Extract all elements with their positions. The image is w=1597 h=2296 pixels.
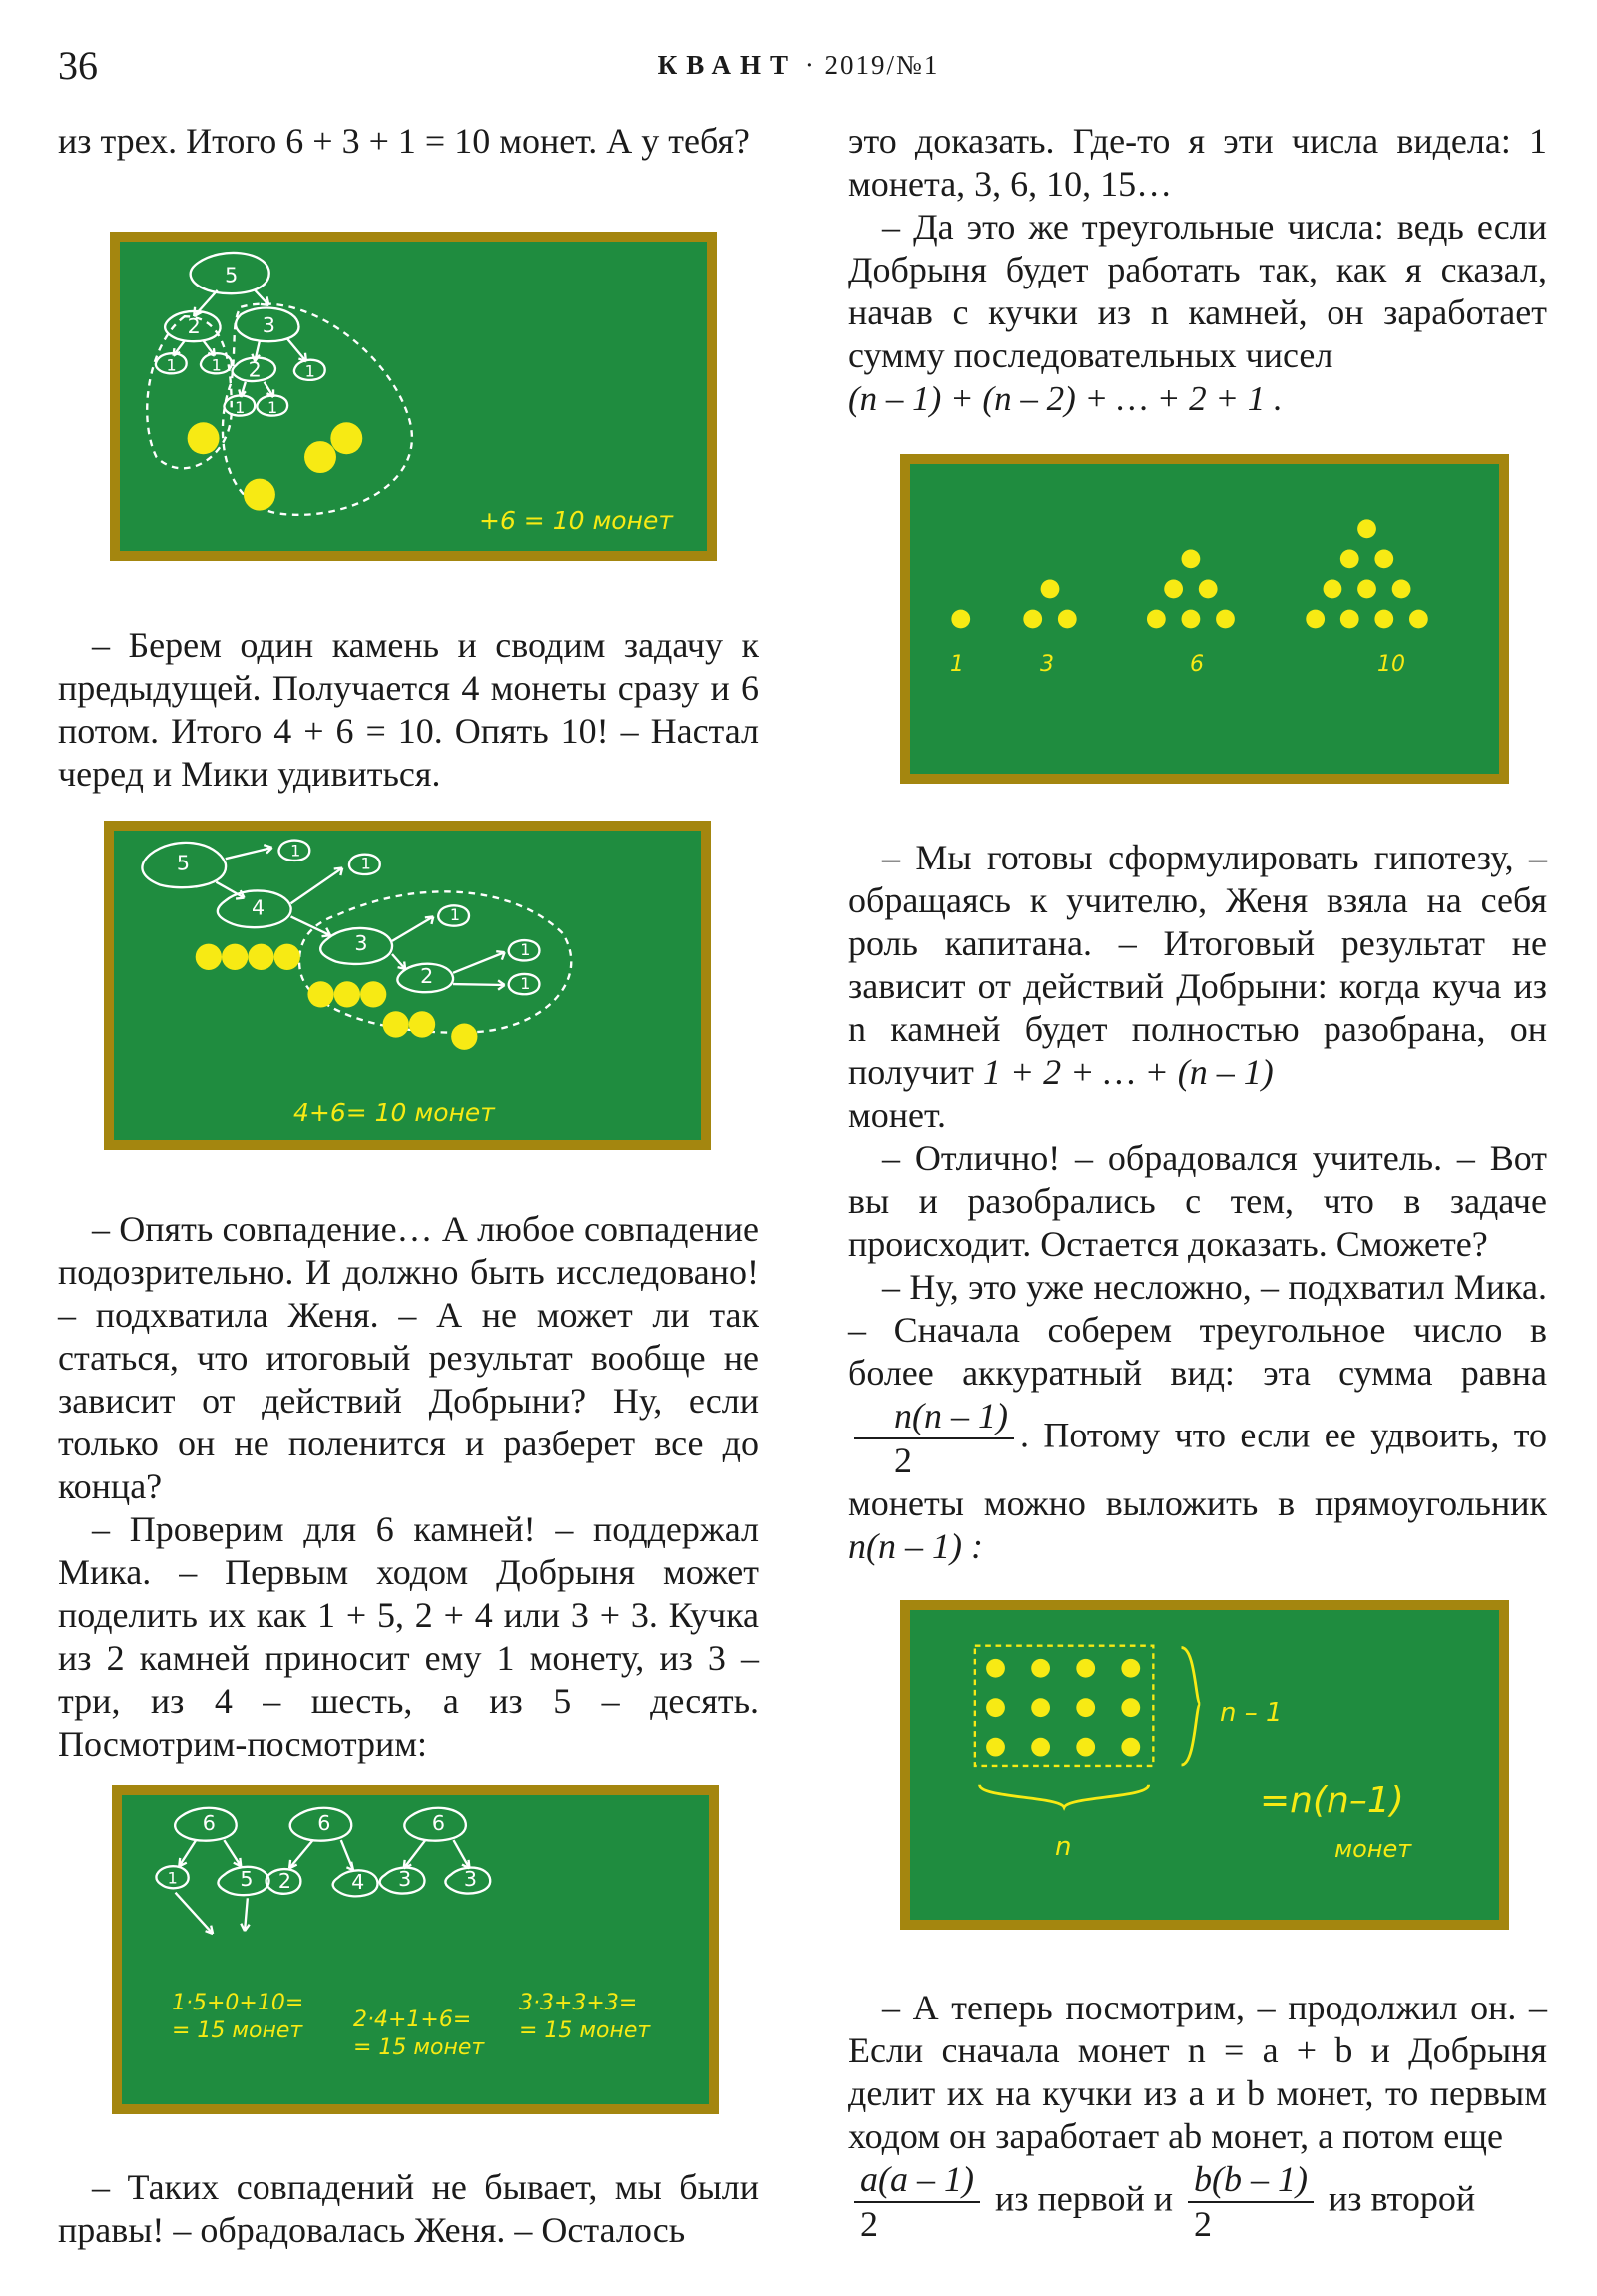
svg-text:3: 3: [354, 931, 368, 956]
tri-dot: [1357, 580, 1376, 599]
right-para-4: – Отлично! – обрадовался учитель. – Вот вы и разобрались с тем, что в задаче происходит. Остается доказать. Сможете?: [848, 1138, 1547, 1264]
tri-dot: [1182, 610, 1201, 629]
right-para-6-fractions: $\frac{a(a - 1)}{2}$ из первой и $\frac{b(b - 1)}{2}$ из второй: [848, 2158, 1547, 2246]
tri-dot: [1147, 610, 1166, 629]
issue-label: · 2019/№1: [804, 50, 940, 80]
chalkboard-3: [112, 1785, 719, 2114]
tri-label-6: 6: [1190, 652, 1204, 677]
left-para-4: – Проверим для 6 камней! – поддержал Мика. – Первым ходом Добрыня может поделить их как 1 + 5, 2 + 4 или 3 + 3. Кучка из 2 камней приносит ему 1 монету, из 3 – три, из 4 – шесть, а из 5 – десять. Посмотрим-посмотрим:: [58, 1509, 759, 1764]
board3-eq2: 2·4+1+6= = 15 монет: [353, 2008, 485, 2060]
rect-dot: [986, 1698, 1005, 1717]
left-para-3: – Опять совпадение… А любое совпадение подозрительно. И должно быть исследовано! – подхватила Женя. – А не может ли так статься, что итоговый результат вообще не зависит от действий Добрыни? Ну, если только он не поленится и разберет все до конца? – Проверим для 6 камней! – поддержал Мика. – Первым ходом Добрыня может поделить их как 1 + 5, 2 + 4 или 3 + 3. Кучка из 2 камней приносит ему 1 монету, из 3 – три, из 4 – шесть, а из 5 – десять. Посмотрим-посмотрим:: [58, 1209, 759, 1764]
svg-text:2: 2: [248, 357, 262, 382]
svg-text:5: 5: [176, 851, 191, 875]
tri-dot: [1374, 610, 1393, 629]
tri-dot: [1023, 610, 1042, 629]
svg-text:2: 2: [187, 314, 201, 339]
journal-title: КВАНТ: [657, 50, 798, 80]
svg-text:1: 1: [449, 905, 460, 925]
svg-text:6: 6: [431, 1810, 446, 1835]
tri-dot: [1392, 580, 1411, 599]
diagram-5-stones: [120, 242, 707, 551]
tri-label-10: 10: [1377, 652, 1405, 677]
chalkboard-4: [900, 454, 1509, 784]
tri-dot: [1340, 549, 1359, 568]
tri-dot: [1164, 580, 1183, 599]
svg-text:1: 1: [520, 939, 531, 959]
tri-dot: [1182, 549, 1201, 568]
svg-text:5: 5: [240, 1867, 254, 1892]
rect-dot: [1121, 1738, 1140, 1757]
rect-side-label: n – 1: [1220, 1698, 1283, 1728]
tri-dot: [1306, 610, 1325, 629]
left-para-5: – Таких совпадений не бывает, мы были правы! – обрадовалась Женя. – Осталось: [58, 2167, 759, 2250]
formula-2: 1 + 2 + … + (n – 1): [982, 1052, 1274, 1092]
chalkboard-5: [900, 1600, 1509, 1930]
rect-equation: =n(n–1): [1260, 1780, 1404, 1821]
svg-text:3: 3: [262, 313, 275, 338]
rectangle-diagram: [910, 1610, 1499, 1920]
tri-dot: [1409, 610, 1428, 629]
svg-text:1: 1: [235, 397, 246, 417]
svg-text:1: 1: [304, 361, 315, 381]
tri-dot: [1357, 519, 1376, 538]
board3-eq1: 1·5+0+10= = 15 монет: [172, 1991, 304, 2043]
rect-dot: [1121, 1698, 1140, 1717]
triangular-numbers-diagram: [910, 464, 1499, 774]
right-para-2: – Да это же треугольные числа: ведь если Добрыня будет работать так, как я сказал, начав с кучки из n камней, он заработает сумму последовательных чисел: [848, 207, 1547, 375]
svg-text:1: 1: [211, 355, 222, 375]
left-para-1: из трех. Итого 6 + 3 + 1 = 10 монет. А у тебя?: [58, 121, 750, 161]
tri-label-3: 3: [1040, 652, 1054, 677]
tri-dot: [1058, 610, 1077, 629]
tri-dot: [951, 610, 970, 629]
svg-text:3: 3: [463, 1867, 478, 1892]
rect-dot: [986, 1738, 1005, 1757]
running-head: [0, 50, 1597, 81]
fraction-1: $\frac{n(n - 1)}{2}$: [854, 1395, 1014, 1482]
tri-dot: [1374, 549, 1393, 568]
svg-text:1: 1: [167, 1868, 178, 1888]
svg-text:1: 1: [360, 854, 371, 873]
page-number: 36: [58, 43, 98, 88]
chalkboard-2: [104, 821, 711, 1150]
rect-unit: монет: [1334, 1835, 1412, 1863]
svg-text:4: 4: [351, 1869, 365, 1894]
svg-text:3: 3: [398, 1867, 412, 1892]
tri-dot: [1324, 580, 1342, 599]
tri-dot: [1041, 580, 1060, 599]
rect-dot: [1121, 1659, 1140, 1678]
rect-dot: [1076, 1659, 1095, 1678]
svg-text:5: 5: [225, 263, 239, 287]
tri-dot: [1199, 580, 1218, 599]
svg-text:4: 4: [252, 895, 266, 920]
svg-text:6: 6: [317, 1810, 331, 1835]
diagram-5-stones-alt: [114, 831, 701, 1140]
left-para-2: – Берем один камень и сводим задачу к предыдущей. Получается 4 монеты сразу и 6 потом. Итого 4 + 6 = 10. Опять 10! – Настал черед и Мики удивиться.: [58, 625, 759, 794]
rect-dot: [1031, 1698, 1050, 1717]
board2-label: 4+6= 10 монет: [293, 1098, 495, 1127]
fraction-2: $\frac{a(a - 1)}{2}$: [854, 2158, 980, 2246]
fraction-3: $\frac{b(b - 1)}{2}$: [1188, 2158, 1314, 2246]
rect-dot: [986, 1659, 1005, 1678]
tri-dot: [1216, 610, 1235, 629]
board1-label: +6 = 10 монет: [479, 506, 673, 535]
right-para-3: – Мы готовы сформулировать гипотезу, – обращаясь к учителю, Женя взяла на себя роль капитана. – Итоговый результат не зависит от действий Добрыни: когда куча из n камней будет полностью разобрана, он получит 1 + 2 + … + (n – 1) монет. – Отлично! – обрадовался учитель. – Вот вы и разобрались с тем, что в задаче происходит. Остается доказать. Сможете? – Ну, это уже несложно, – подхватил Мика. – Сначала соберем треугольное число в более аккуратный вид: эта сумма равна $\frac{n(n - 1)}{2}$ . Потому что если ее удвоить, то монеты можно выложить в прямоугольник n(n – 1) :: [848, 838, 1547, 1566]
svg-text:1: 1: [166, 355, 177, 375]
board3-eq3: 3·3+3+3= = 15 монет: [519, 1991, 651, 2043]
rect-dot: [1076, 1738, 1095, 1757]
chalkboard-1: [110, 232, 717, 561]
rect-dot: [1031, 1738, 1050, 1757]
svg-text:1: 1: [290, 841, 301, 861]
rect-dot: [1076, 1698, 1095, 1717]
svg-text:1: 1: [520, 973, 531, 993]
formula-3: n(n – 1) :: [848, 1526, 983, 1566]
svg-text:6: 6: [202, 1810, 216, 1835]
svg-text:1: 1: [267, 397, 278, 417]
right-para-1: это доказать. Где-то я эти числа видела: 1 монета, 3, 6, 10, 15… – Да это же треугольные числа: ведь если Добрыня будет работать так, как я сказал, начав с кучки из n камней, он заработает сумму последовательных чисел (n – 1) + (n – 2) + … + 2 + 1 .: [848, 121, 1547, 418]
right-para-6: – А теперь посмотрим, – продолжил он. – Если сначала монет n = a + b и Добрыня делит их на кучки из a и b монет, то первым ходом он заработает ab монет, а потом еще $\frac{a(a - 1)}{2}$ из первой и $\frac{b(b - 1)}{2}$ из второй: [848, 1988, 1547, 2244]
tri-dot: [1340, 610, 1359, 629]
svg-text:2: 2: [420, 964, 434, 989]
rect-bottom-label: n: [1055, 1832, 1072, 1862]
right-para-5: – Ну, это уже несложно, – подхватил Мика. – Сначала соберем треугольное число в более аккуратный вид: эта сумма равна $\frac{n(n - 1)}{2}$ . Потому что если ее удвоить, то монеты можно выложить в прямоугольник n(n – 1) :: [848, 1267, 1547, 1566]
svg-text:2: 2: [277, 1869, 292, 1893]
rect-dot: [1031, 1659, 1050, 1678]
formula-1: (n – 1) + (n – 2) + … + 2 + 1 .: [848, 379, 1283, 418]
tri-label-1: 1: [950, 652, 964, 677]
